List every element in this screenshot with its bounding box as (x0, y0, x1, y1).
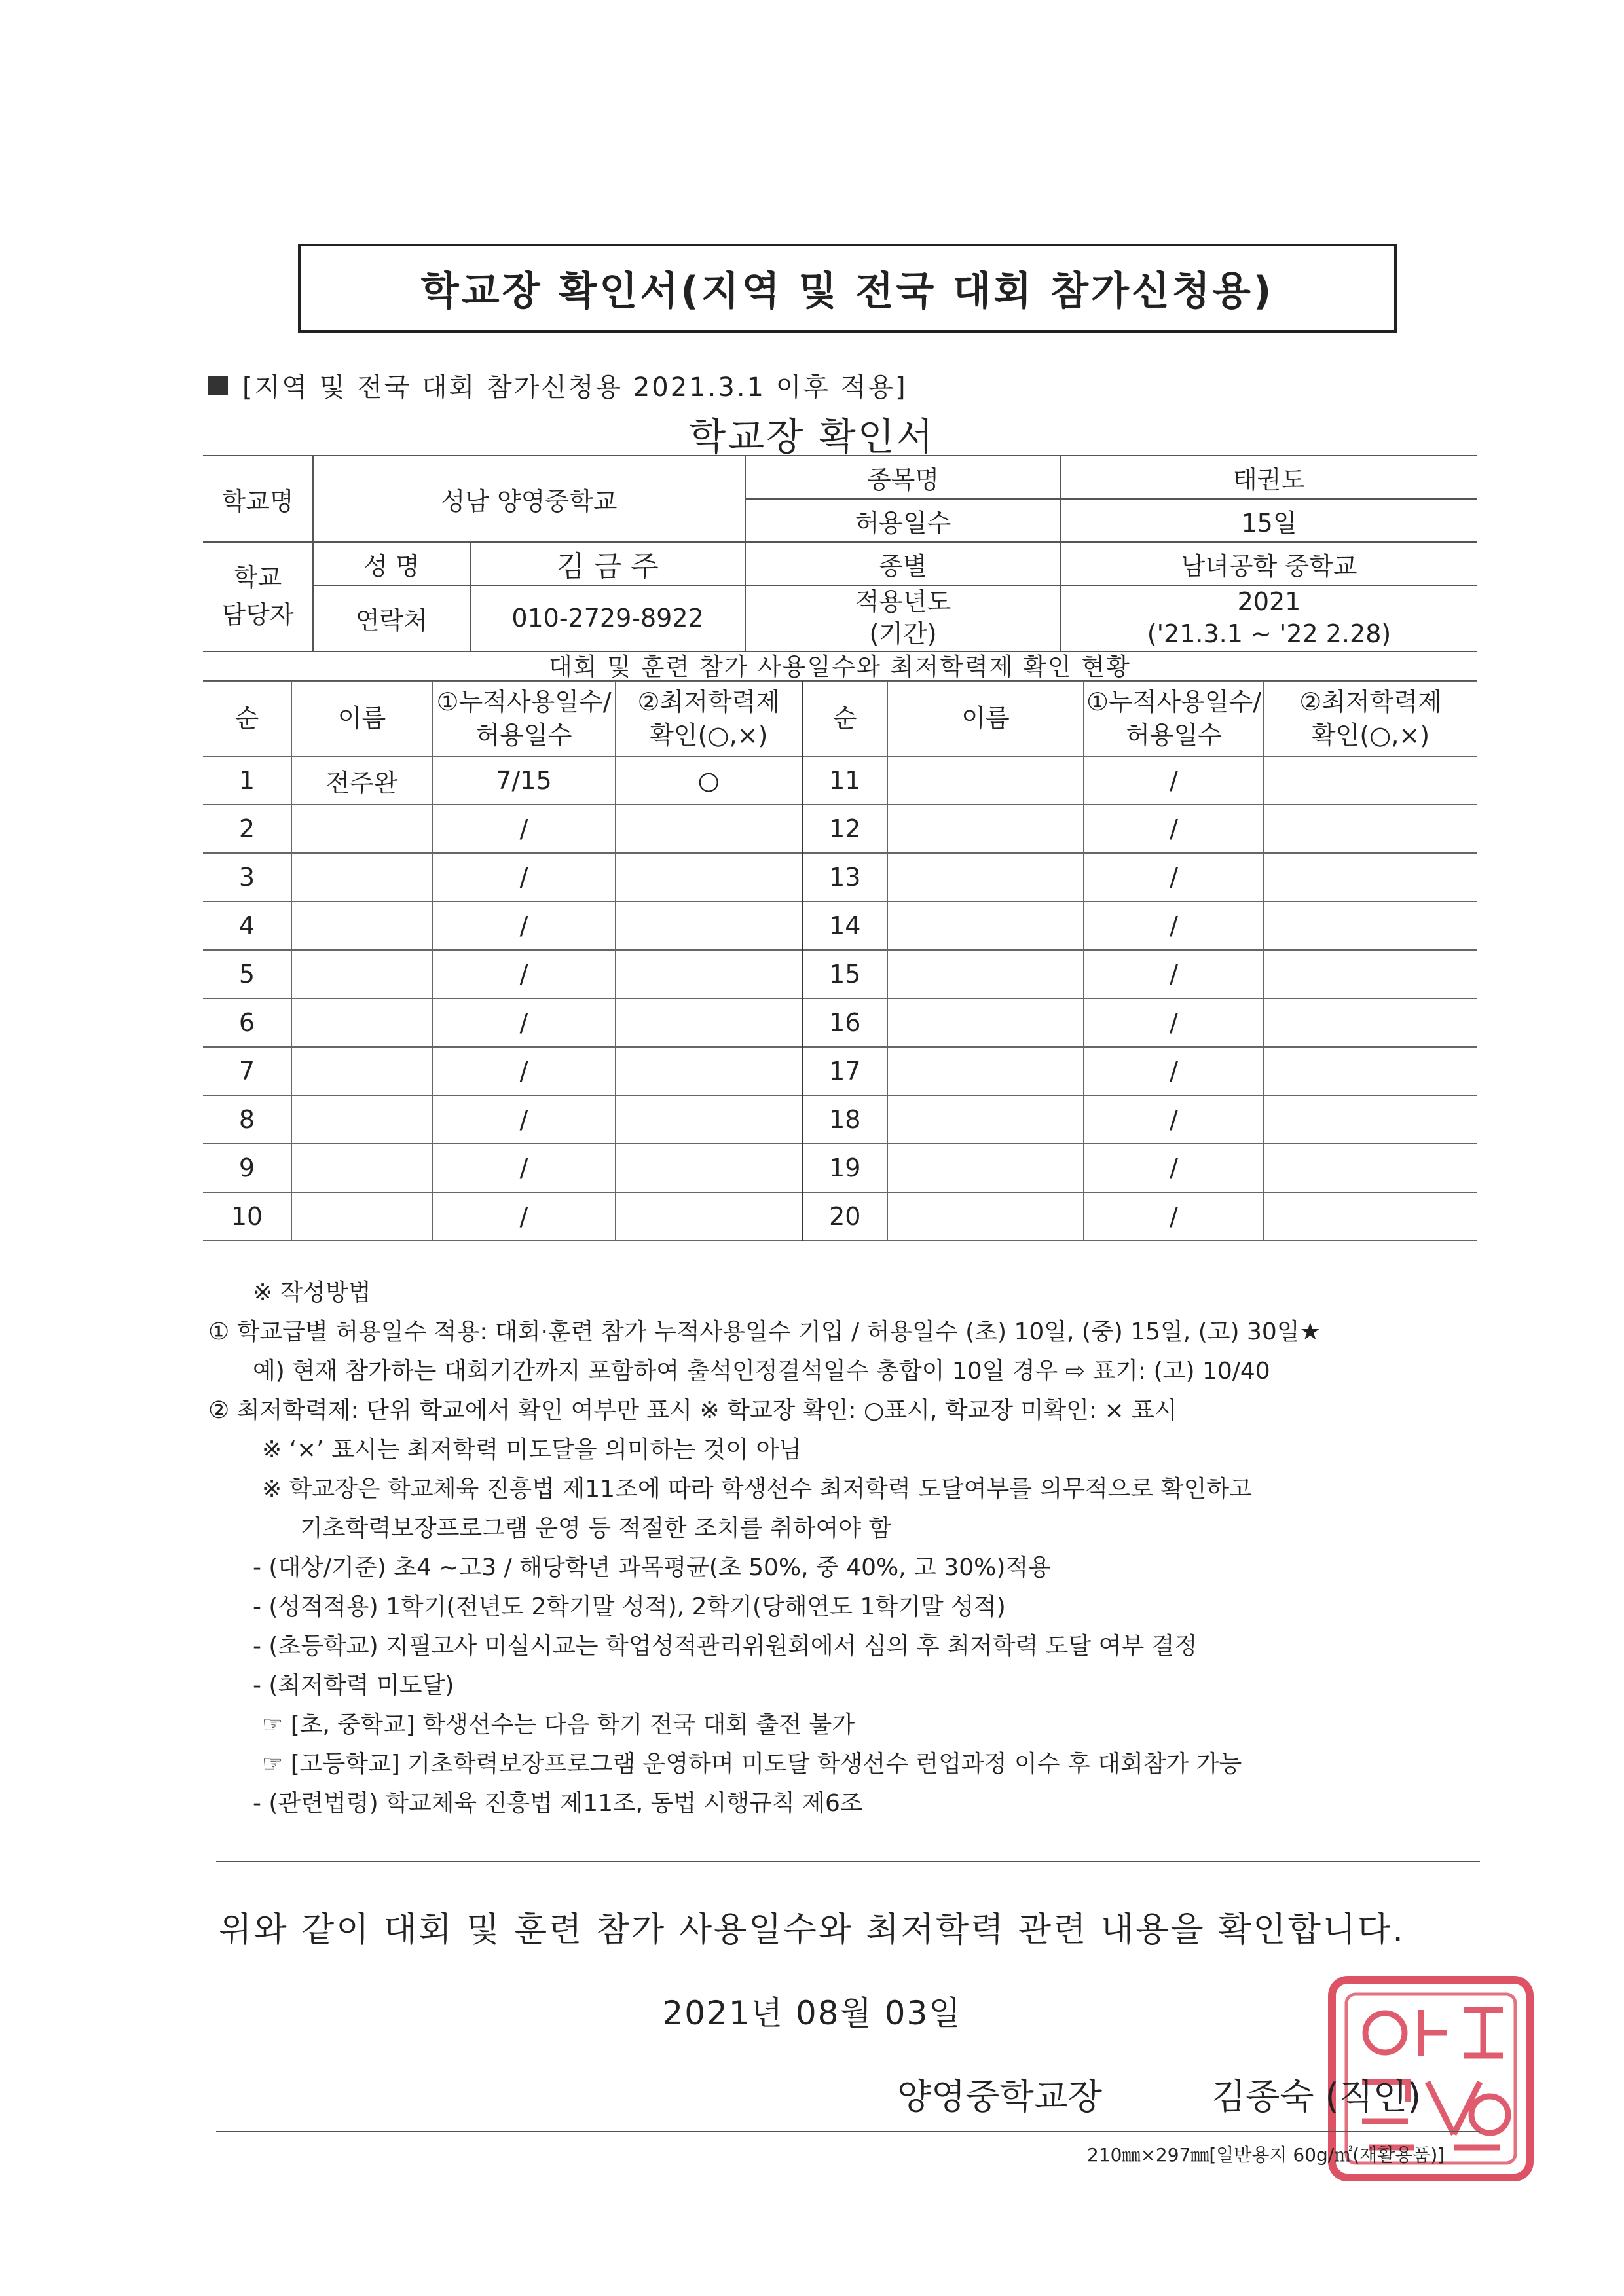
row-number: 5 (203, 950, 291, 998)
row-number: 14 (802, 902, 887, 950)
category-value: 남녀공학 중학교 (1061, 542, 1477, 585)
writing-guide (208, 1273, 1518, 1823)
row-number: 15 (802, 950, 887, 998)
records-table (203, 681, 1477, 1241)
square-bullet-icon (208, 376, 228, 395)
row-days: / (1084, 1047, 1264, 1095)
guide-line: 예) 현재 참가하는 대회기간까지 포함하여 출석인정결석일수 총합이 10일 경우 ⇨ 표기: (고) 10/40 (253, 1358, 1270, 1385)
category-label: 종별 (745, 542, 1061, 585)
principal-title: 양영중학교장 (897, 2076, 1102, 2117)
row-days: / (1084, 998, 1264, 1047)
year-value: 2021 (1237, 587, 1301, 616)
col-no: 순 (203, 682, 291, 756)
year-label: 적용년도 (기간) (745, 585, 1061, 651)
col-academic: ②최저학력제 확인(○,×) (616, 682, 802, 756)
guide-line: ☞ [고등학교] 기초학력보장프로그램 운영하며 미도달 학생선수 런업과정 이수 후 대회참가 가능 (262, 1751, 1242, 1777)
row-academic (616, 1095, 802, 1144)
row-academic (1264, 1144, 1477, 1192)
row-academic (616, 998, 802, 1047)
table-row (203, 805, 1477, 853)
period-value: ('21.3.1 ~ '22 2.28) (1147, 619, 1392, 649)
row-number: 6 (203, 998, 291, 1047)
row-academic (1264, 853, 1477, 902)
paper-spec: 210㎜×297㎜[일반용지 60g/㎡(재활용품)] (1087, 2144, 1445, 2166)
row-days: 7/15 (432, 756, 616, 805)
row-name (887, 1192, 1084, 1241)
table-row (203, 998, 1477, 1047)
row-academic (616, 902, 802, 950)
row-days: / (432, 1047, 616, 1095)
row-number: 17 (802, 1047, 887, 1095)
row-days: / (432, 1095, 616, 1144)
col-academic-right: ②최저학력제 확인(○,×) (1264, 682, 1477, 756)
row-academic (616, 1192, 802, 1241)
contact-label: 연락처 (313, 585, 470, 651)
guide-line: ☞ [초, 중학교] 학생선수는 다음 학기 전국 대회 출전 불가 (262, 1711, 855, 1738)
row-days: / (432, 902, 616, 950)
row-number: 10 (203, 1192, 291, 1241)
col-no-right: 순 (802, 682, 887, 756)
divider-bottom (216, 2131, 1480, 2132)
issue-date: 2021년 08월 03일 (662, 1994, 962, 2032)
guide-line: ① 학교급별 허용일수 적용: 대회·훈련 참가 누적사용일수 기입 / 허용일수 (초) 10일, (중) 15일, (고) 30일★ (208, 1319, 1321, 1345)
row-name (887, 853, 1084, 902)
subheader (208, 367, 908, 404)
row-days: / (1084, 902, 1264, 950)
row-academic (1264, 902, 1477, 950)
row-days: / (1084, 1095, 1264, 1144)
row-days: / (1084, 805, 1264, 853)
col-days-right: ①누적사용일수/ 허용일수 (1084, 682, 1264, 756)
row-number: 11 (802, 756, 887, 805)
row-academic (616, 805, 802, 853)
table-row (203, 1047, 1477, 1095)
row-days: / (432, 805, 616, 853)
row-number: 12 (802, 805, 887, 853)
guide-line: ※ 작성방법 (253, 1279, 371, 1306)
row-number: 20 (802, 1192, 887, 1241)
guide-line: - (대상/기준) 초4 ~고3 / 해당학년 과목평균(초 50%, 중 40%, 고 30%)적용 (253, 1554, 1051, 1581)
row-academic: ○ (616, 756, 802, 805)
status-title: 대회 및 훈련 참가 사용일수와 최저학력제 확인 현황 (203, 647, 1477, 681)
guide-line: - (최저학력 미도달) (253, 1672, 454, 1699)
row-name (887, 1047, 1084, 1095)
allowed-days-label: 허용일수 (745, 499, 1061, 542)
row-days: / (1084, 1192, 1264, 1241)
row-name (887, 902, 1084, 950)
signer-name: 김종숙 (직인) (1211, 2076, 1422, 2117)
guide-line: ② 최저학력제: 단위 학교에서 확인 여부만 표시 ※ 학교장 확인: ○표시, 학교장 미확인: × 표시 (208, 1397, 1177, 1424)
row-number: 13 (802, 853, 887, 902)
row-name (291, 998, 432, 1047)
row-number: 2 (203, 805, 291, 853)
table-row (203, 1192, 1477, 1241)
allowed-days-value: 15일 (1061, 499, 1477, 542)
row-name (291, 805, 432, 853)
row-days: / (1084, 1144, 1264, 1192)
guide-line: ※ 학교장은 학교체육 진흥법 제11조에 따라 학생선수 최저학력 도달여부를 의무적으로 확인하고 (262, 1476, 1252, 1503)
row-academic (616, 853, 802, 902)
school-name-label: 학교명 (203, 456, 313, 542)
guide-line: ※ ‘×’ 표시는 최저학력 미도달을 의미하는 것이 아님 (262, 1436, 802, 1463)
row-academic (1264, 1047, 1477, 1095)
sport-value: 태권도 (1061, 456, 1477, 499)
row-name (291, 950, 432, 998)
divider-top (216, 1861, 1480, 1862)
row-name (887, 1095, 1084, 1144)
row-number: 16 (802, 998, 887, 1047)
row-days: / (432, 853, 616, 902)
contact-value: 010-2729-8922 (470, 585, 745, 651)
subheader-text: [지역 및 전국 대회 참가신청용 2021.3.1 이후 적용] (242, 373, 908, 403)
guide-line: 기초학력보장프로그램 운영 등 적절한 조치를 취하여야 함 (300, 1515, 892, 1542)
year-cell (1061, 585, 1477, 651)
row-days: / (1084, 853, 1264, 902)
row-academic (1264, 1095, 1477, 1144)
row-name (291, 853, 432, 902)
document-title: 학교장 확인서(지역 및 전국 대회 참가신청용) (298, 244, 1397, 333)
row-number: 19 (802, 1144, 887, 1192)
col-days: ①누적사용일수/ 허용일수 (432, 682, 616, 756)
row-days: / (432, 1144, 616, 1192)
row-academic (1264, 950, 1477, 998)
table-row (203, 902, 1477, 950)
row-number: 7 (203, 1047, 291, 1095)
col-name: 이름 (291, 682, 432, 756)
school-name: 성남 양영중학교 (313, 456, 745, 542)
guide-line: - (성적적용) 1학기(전년도 2학기말 성적), 2학기(당해연도 1학기말 성적) (253, 1594, 1006, 1620)
row-academic (616, 1047, 802, 1095)
manager-name: 김 금 주 (470, 542, 745, 585)
row-academic (1264, 805, 1477, 853)
row-number: 8 (203, 1095, 291, 1144)
row-number: 4 (203, 902, 291, 950)
confirmation-text: 위와 같이 대회 및 훈련 참가 사용일수와 최저학력 관련 내용을 확인합니다. (219, 1910, 1405, 1950)
records-header (203, 682, 1477, 756)
row-number: 1 (203, 756, 291, 805)
info-table (203, 455, 1477, 652)
table-row (203, 1095, 1477, 1144)
row-academic (616, 950, 802, 998)
table-row (203, 853, 1477, 902)
row-name (291, 1144, 432, 1192)
row-days: / (432, 1192, 616, 1241)
table-row (203, 756, 1477, 805)
row-academic (1264, 998, 1477, 1047)
name-label: 성 명 (313, 542, 470, 585)
guide-line: - (관련법령) 학교체육 진흥법 제11조, 동법 시행규칙 제6조 (253, 1790, 863, 1817)
row-name (887, 1144, 1084, 1192)
row-name (291, 902, 432, 950)
row-number: 9 (203, 1144, 291, 1192)
row-days: / (1084, 756, 1264, 805)
table-row (203, 950, 1477, 998)
row-name (887, 998, 1084, 1047)
row-name (887, 756, 1084, 805)
guide-line: - (초등학교) 지필고사 미실시교는 학업성적관리위원회에서 심의 후 최저학력 도달 여부 결정 (253, 1633, 1198, 1660)
form-title: 학교장 확인서 (689, 414, 935, 459)
row-name (887, 950, 1084, 998)
row-name (291, 1095, 432, 1144)
row-academic (616, 1144, 802, 1192)
manager-label: 학교 담당자 (203, 542, 313, 651)
row-name (887, 805, 1084, 853)
row-days: / (1084, 950, 1264, 998)
table-row (203, 1144, 1477, 1192)
row-number: 18 (802, 1095, 887, 1144)
col-name-right: 이름 (887, 682, 1084, 756)
row-academic (1264, 756, 1477, 805)
row-days: / (432, 998, 616, 1047)
row-number: 3 (203, 853, 291, 902)
row-name (291, 1192, 432, 1241)
row-academic (1264, 1192, 1477, 1241)
row-name: 전주완 (291, 756, 432, 805)
row-days: / (432, 950, 616, 998)
sport-label: 종목명 (745, 456, 1061, 499)
row-name (291, 1047, 432, 1095)
